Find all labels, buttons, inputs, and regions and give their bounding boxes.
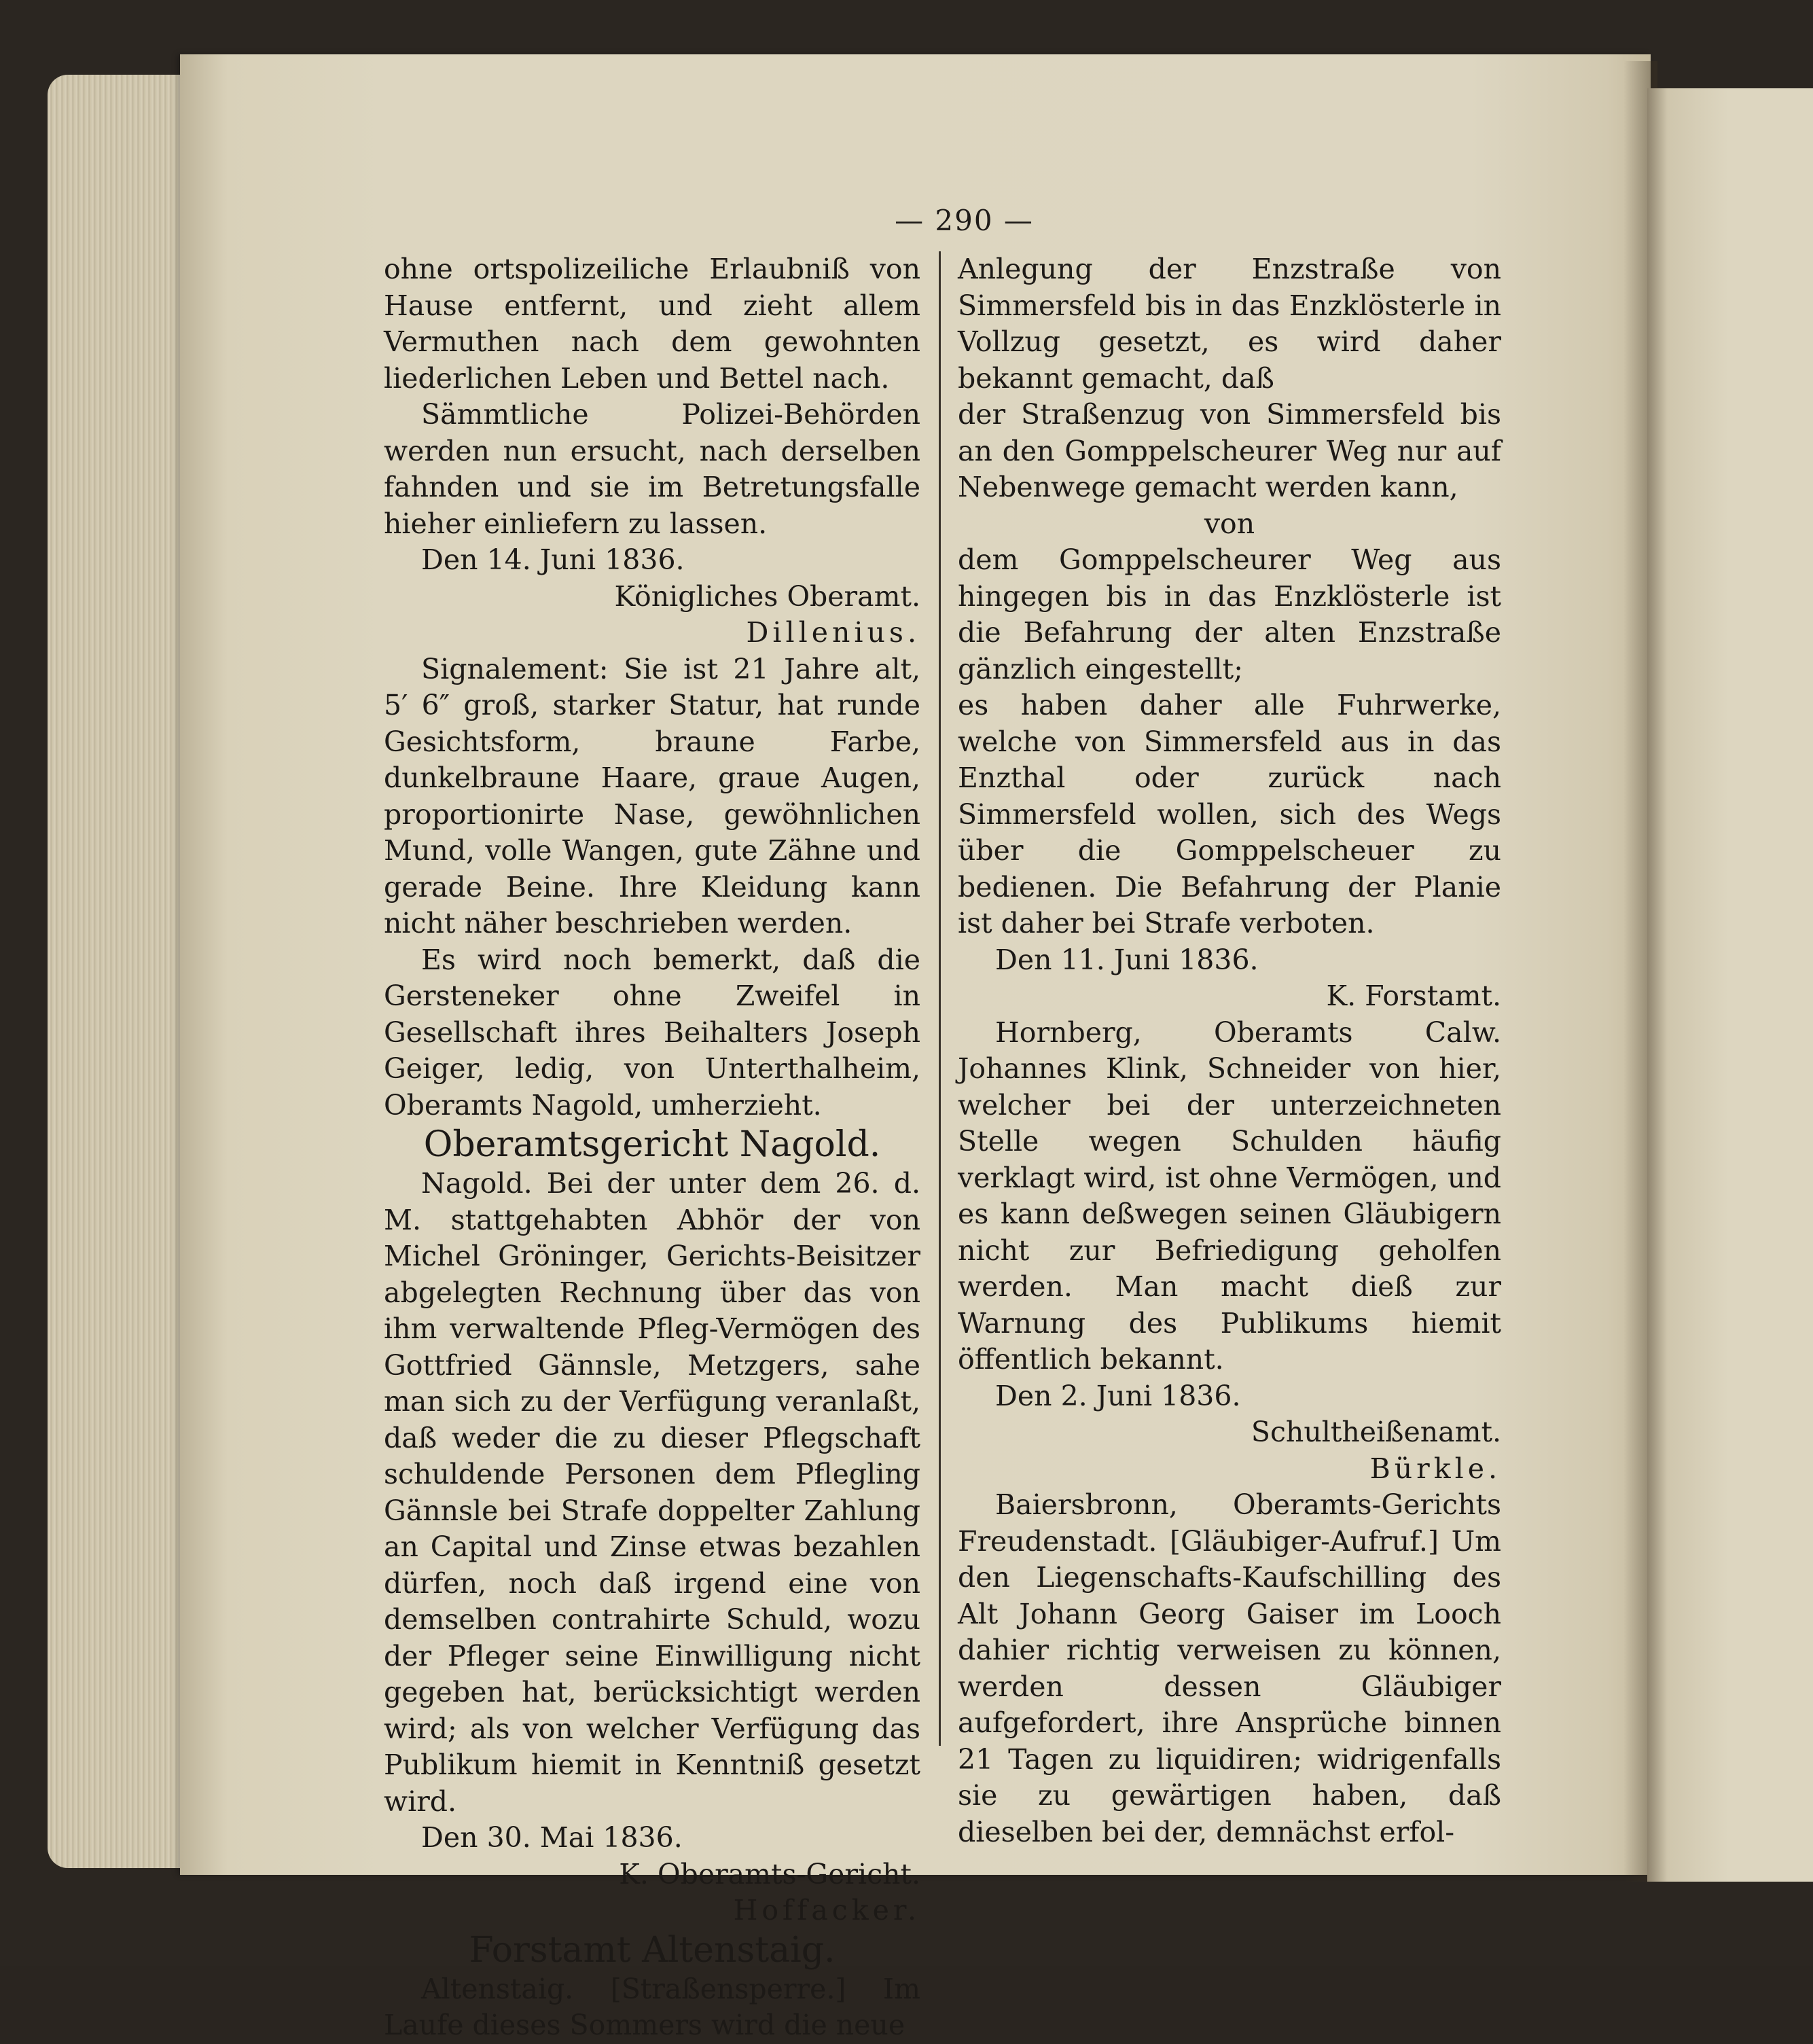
page-header bbox=[0, 204, 1813, 237]
right-paragraph-3: dem Gomppelscheurer Weg aus hingegen bis in das Enzklösterle ist die Befahrung der alten Enzstraße gänzlich eingestellt; bbox=[958, 543, 1501, 685]
left-paragraph-7: Oberamtsgericht Nagold. bbox=[423, 1124, 881, 1165]
right-paragraph-7: Hornberg, Oberamts Calw. Johannes Klink, Schneider von hier, welcher bei der unterzeichneten Stelle wegen Schulden häufig verklagt wird, ist ohne Vermögen, und es kann deßwegen seinen Gläubigern nicht zur Befriedigung geholfen werden. Man macht dieß zur Warnung des Publikums hiemit öffentlich bekannt. bbox=[958, 1016, 1501, 1376]
left-paragraph-11: Hoffacker. bbox=[733, 1894, 920, 1926]
left-paragraph-8: Nagold. Bei der unter dem 26. d. M. stattgehabten Abhör der von Michel Gröninger, Gerichts-Beisitzer abgelegten Rechnung über das von ihm verwaltende Pfleg-Vermögen des Gottfried Gännsle, Metzgers, sahe man sich zu der Verfügung veranlaßt, daß weder die zu dieser Pflegschaft schuldende Personen dem Pflegling Gännsle bei Strafe doppelter Zahlung an Capital und Zinse etwas bezahlen dürfen, noch daß irgend eine von demselben contrahirte Schuld, wozu der Pfleger seine Einwilligung nicht gegeben hat, berücksichtigt werden wird; als von welcher Verfügung das Publikum hiemit in Kenntniß gesetzt wird. bbox=[384, 1167, 920, 1818]
left-paragraph-5: Signalement: Sie ist 21 Jahre alt, 5′ 6″ groß, starker Statur, hat runde Gesichtsform, braune Farbe, dunkelbraune Haare, graue Augen, proportionirte Nase, gewöhnlichen Mund, volle Wangen, gute Zähne und gerade Beine. Ihre Kleidung kann nicht näher beschrieben werden. bbox=[384, 652, 920, 939]
facing-page-edge bbox=[1647, 88, 1813, 1882]
page-number: — 290 — bbox=[895, 204, 1034, 237]
left-paragraph-12: Forstamt Altenstaig. bbox=[469, 1929, 836, 1971]
left-paragraph-13: Altenstaig. [Straßensperre.] Im Laufe dieses Sommers wird die neue bbox=[384, 1972, 920, 2041]
right-paragraph-2: von bbox=[1204, 507, 1255, 540]
right-column bbox=[958, 251, 1501, 1850]
left-paragraph-0: ohne ortspolizeiliche Erlaubniß von Hause entfernt, und zieht allem Vermuthen nach dem gewohnten liederlichen Leben und Bettel nach. bbox=[384, 253, 920, 395]
left-paragraph-9: Den 30. Mai 1836. bbox=[421, 1821, 683, 1854]
left-paragraph-6: Es wird noch bemerkt, daß die Gersteneker ohne Zweifel in Gesellschaft ihres Beihalters Joseph Geiger, ledig, von Unterthalheim, Oberamts Nagold, umherzieht. bbox=[384, 943, 920, 1122]
left-paragraph-10: K. Oberamts-Gericht. bbox=[619, 1857, 920, 1890]
left-paragraph-1: Sämmtliche Polizei-Behörden werden nun ersucht, nach derselben fahnden und sie im Betretungsfalle hieher einliefern zu lassen. bbox=[384, 398, 920, 540]
right-paragraph-1: der Straßenzug von Simmersfeld bis an den Gomppelscheurer Weg nur auf Nebenwege gemacht werden kann, bbox=[958, 398, 1501, 503]
right-paragraph-10: Bürkle. bbox=[1369, 1452, 1501, 1485]
right-paragraph-5: Den 11. Juni 1836. bbox=[995, 943, 1259, 976]
right-paragraph-6: K. Forstamt. bbox=[1326, 980, 1501, 1012]
right-paragraph-4: es haben daher alle Fuhrwerke, welche von Simmersfeld aus in das Enzthal oder zurück nach Simmersfeld wollen, sich des Wegs über die Gomppelscheuer zu bedienen. Die Befahrung der Planie ist daher bei Strafe verboten. bbox=[958, 689, 1501, 939]
right-paragraph-0: Anlegung der Enzstraße von Simmersfeld bis in das Enzklösterle in Vollzug gesetzt, es wird daher bekannt gemacht, daß bbox=[958, 253, 1501, 395]
column-divider bbox=[939, 251, 941, 1746]
left-paragraph-4: Dillenius. bbox=[746, 616, 920, 649]
left-column bbox=[384, 251, 920, 2044]
right-paragraph-11: Baiersbronn, Oberamts-Gerichts Freudenstadt. [Gläubiger-Aufruf.] Um den Liegenschafts-Kaufschilling des Alt Johann Georg Gaiser im Looch dahier richtig verweisen zu können, werden dessen Gläubiger aufgefordert, ihre Ansprüche binnen 21 Tagen zu liquidiren; widrigenfalls sie zu gewärtigen haben, daß dieselben bei der, demnächst erfol- bbox=[958, 1488, 1501, 1848]
left-paragraph-2: Den 14. Juni 1836. bbox=[421, 543, 685, 576]
right-paragraph-9: Schultheißenamt. bbox=[1251, 1416, 1501, 1448]
right-paragraph-8: Den 2. Juni 1836. bbox=[995, 1379, 1241, 1412]
left-paragraph-3: Königliches Oberamt. bbox=[614, 579, 920, 613]
